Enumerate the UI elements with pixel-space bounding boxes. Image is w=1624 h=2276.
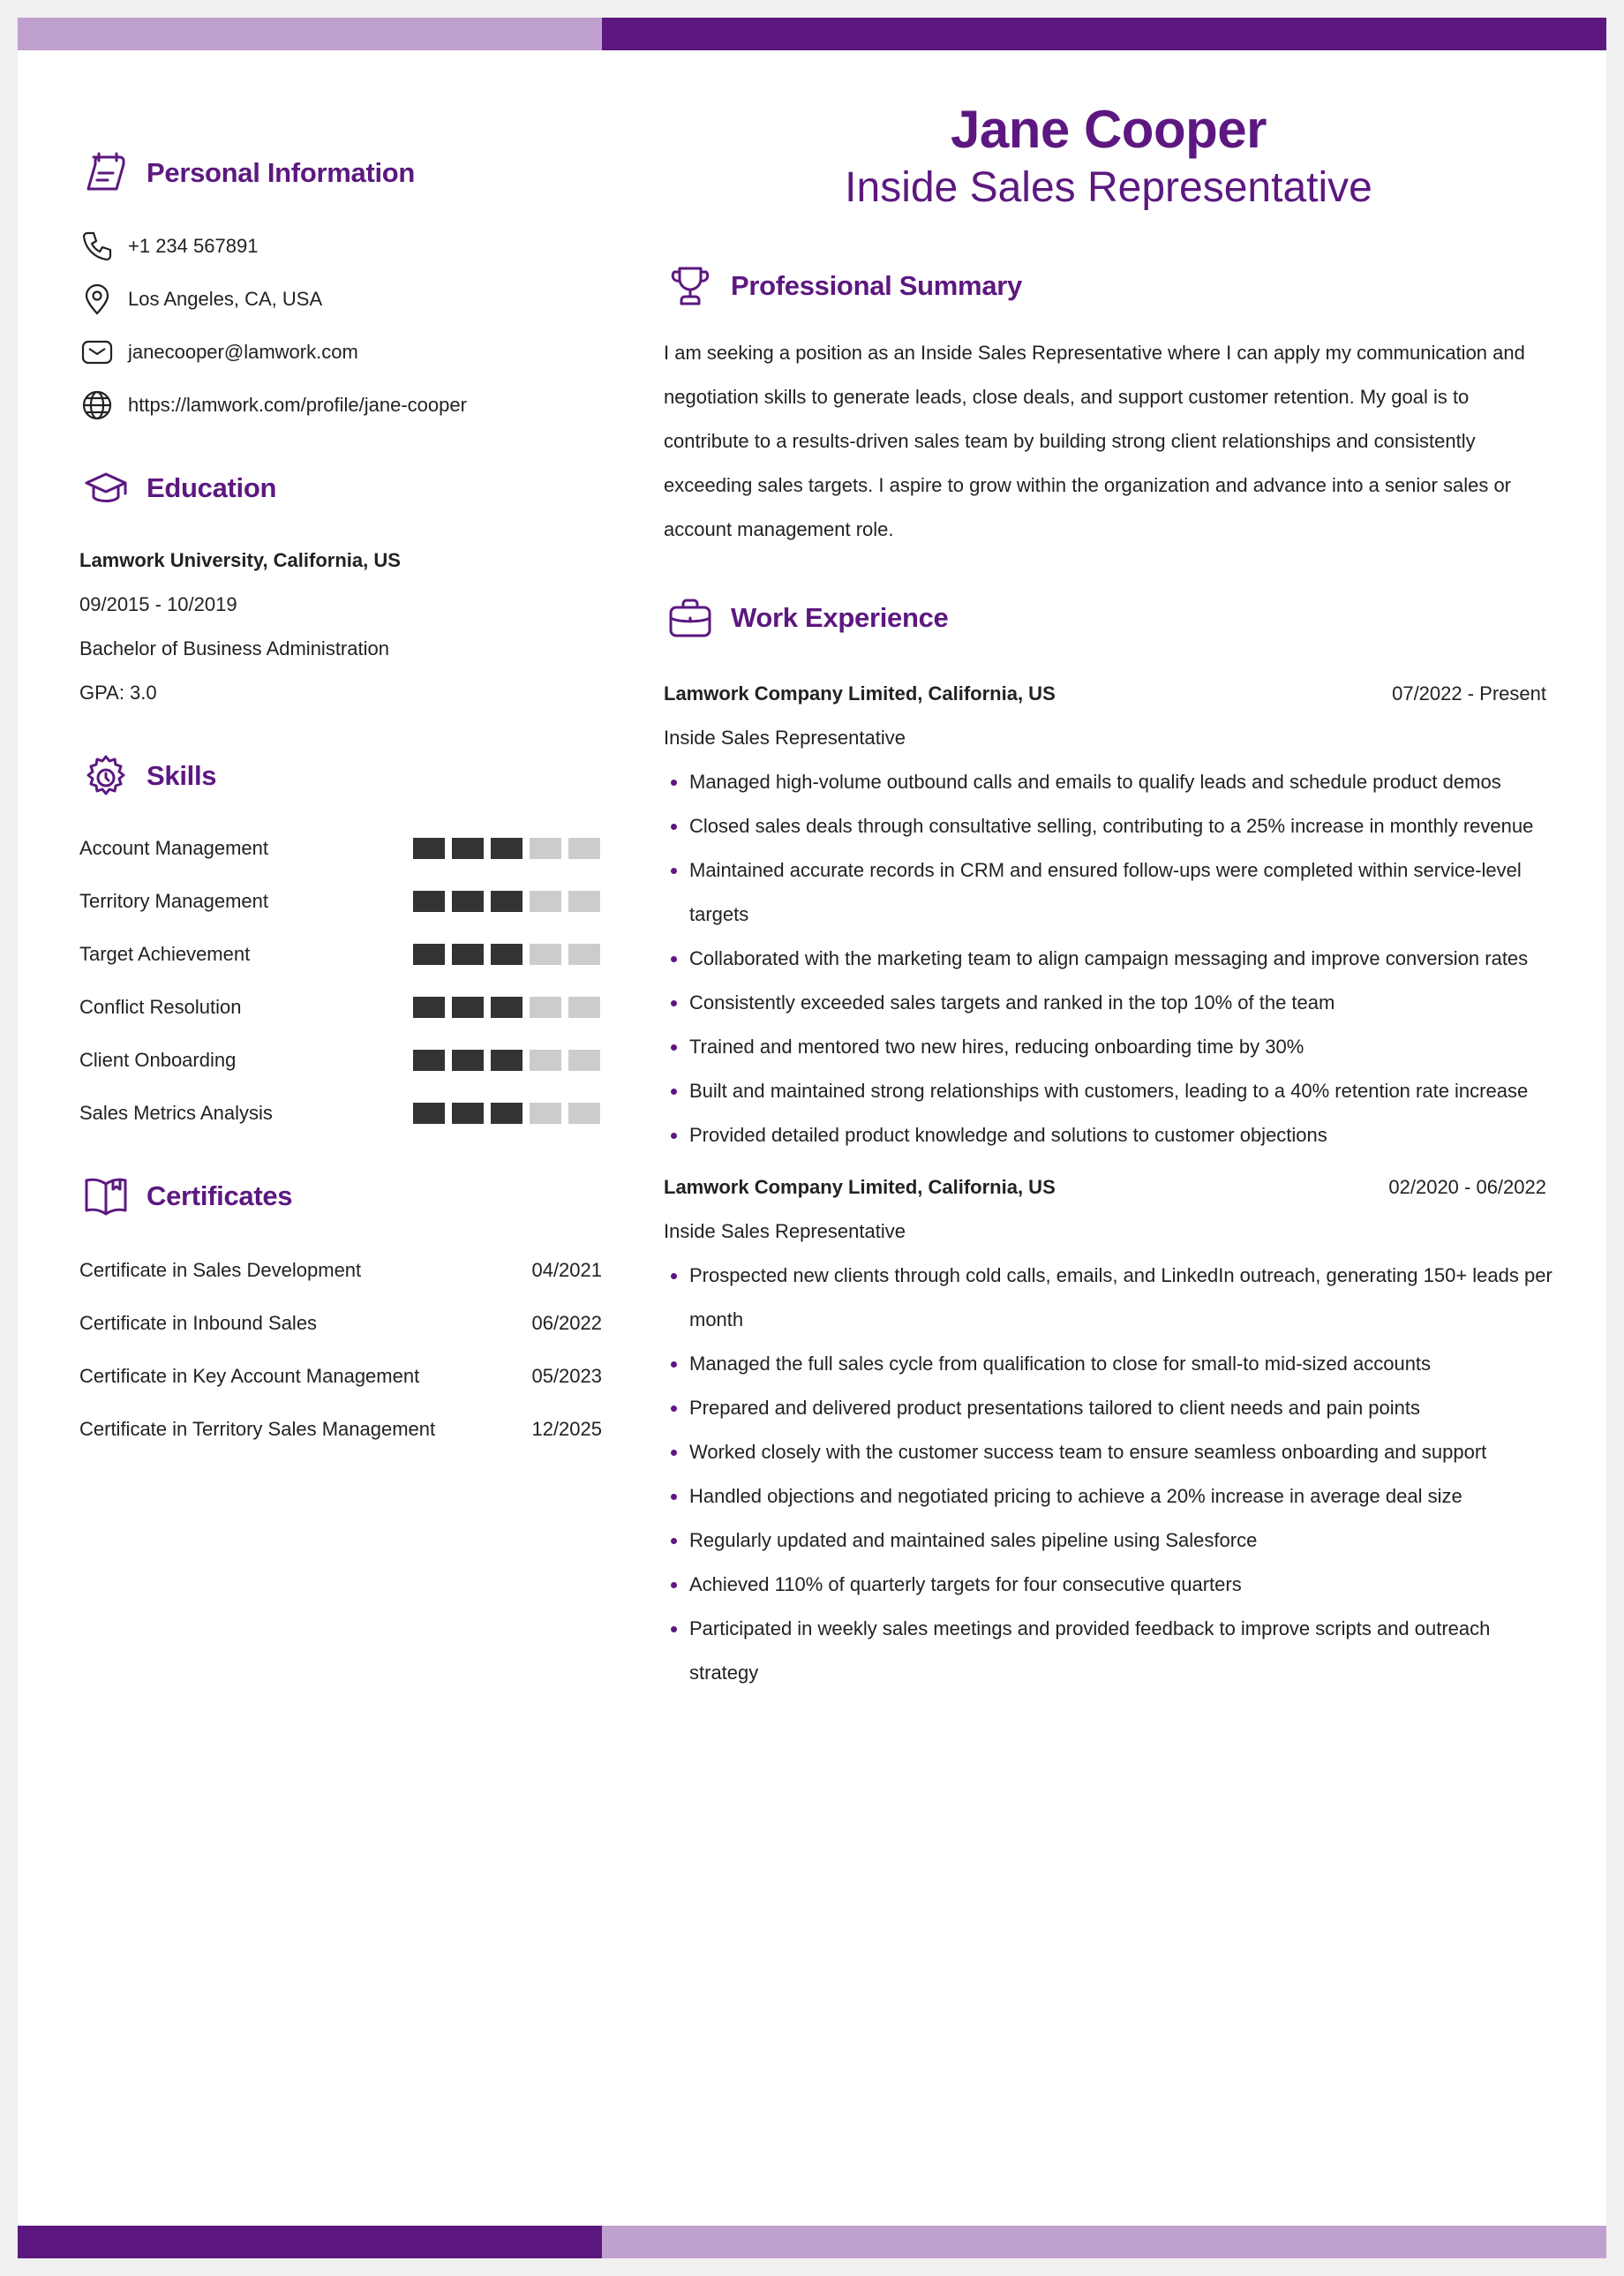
experience-title: Work Experience xyxy=(731,602,949,633)
skill-level-filled xyxy=(452,1103,484,1124)
skill-level-empty xyxy=(568,1050,600,1071)
skill-level-empty xyxy=(568,891,600,912)
graduation-cap-icon xyxy=(79,462,132,515)
gear-clock-icon xyxy=(79,750,132,803)
skill-level-filled xyxy=(452,891,484,912)
skill-level-empty xyxy=(530,997,561,1018)
bullet-item: Regularly updated and maintained sales pipeline using Salesforce xyxy=(664,1519,1553,1563)
skill-level-meter xyxy=(413,891,600,912)
skill-level-filled xyxy=(413,1103,445,1124)
top-bar-left xyxy=(18,18,602,50)
personal-info-title: Personal Information xyxy=(147,157,416,188)
job-dates: 02/2020 - 06/2022 xyxy=(1388,1176,1546,1198)
resume-page xyxy=(18,18,1606,2258)
certificate-date: 06/2022 xyxy=(531,1312,602,1334)
certificate-date: 05/2023 xyxy=(531,1365,602,1387)
skill-name: Client Onboarding xyxy=(79,1049,237,1071)
skill-level-empty xyxy=(568,944,600,965)
skill-row xyxy=(79,833,600,864)
skill-level-empty xyxy=(568,838,600,859)
phone-text: +1 234 567891 xyxy=(128,235,259,257)
website-row xyxy=(79,386,467,425)
certificate-row xyxy=(79,1308,602,1339)
personal-info-heading xyxy=(79,147,415,200)
skill-level-filled xyxy=(452,1050,484,1071)
skill-level-empty xyxy=(568,997,600,1018)
skill-level-filled xyxy=(491,997,523,1018)
skill-level-meter xyxy=(413,838,600,859)
certificate-date: 04/2021 xyxy=(531,1259,602,1281)
briefcase-icon xyxy=(664,592,717,644)
job-bullets xyxy=(664,760,1553,1157)
location-text: Los Angeles, CA, USA xyxy=(128,288,323,310)
bullet-item: Maintained accurate records in CRM and ensured follow-ups were completed within service-level targets xyxy=(664,848,1553,937)
skill-level-empty xyxy=(530,944,561,965)
skills-title: Skills xyxy=(147,760,217,791)
skill-level-filled xyxy=(491,1103,523,1124)
job-bullets xyxy=(664,1254,1553,1695)
summary-text: I am seeking a position as an Inside Sales Representative where I can apply my communication and negotiation skills to generate leads, close deals, and support customer retention. My goal is to contribute to a results-driven sales team by building strong client relationships and consistently exceeding sales targets. I aspire to grow within the organization and advance into a senior sales or account management role. xyxy=(664,342,1525,540)
certificates-title: Certificates xyxy=(147,1180,293,1211)
skill-row xyxy=(79,886,600,917)
summary-heading xyxy=(664,260,1022,313)
trophy-icon xyxy=(664,260,717,313)
candidate-role: Inside Sales Representative xyxy=(845,164,1372,211)
skill-level-filled xyxy=(413,891,445,912)
skill-level-filled xyxy=(413,1050,445,1071)
education-title: Education xyxy=(147,472,277,503)
bottom-bar-left xyxy=(18,2226,602,2258)
skill-level-filled xyxy=(413,944,445,965)
skill-name: Territory Management xyxy=(79,890,268,912)
email-row xyxy=(79,333,358,372)
skill-level-empty xyxy=(530,838,561,859)
certificate-row xyxy=(79,1360,602,1392)
job-company: Lamwork Company Limited, California, US xyxy=(664,682,1056,705)
skill-row xyxy=(79,991,600,1023)
job-dates: 07/2022 - Present xyxy=(1392,682,1546,705)
education-school: Lamwork University, California, US xyxy=(79,549,401,571)
skill-level-filled xyxy=(491,891,523,912)
job-position: Inside Sales Representative xyxy=(664,727,906,749)
bullet-item: Achieved 110% of quarterly targets for four consecutive quarters xyxy=(664,1563,1553,1607)
mail-icon xyxy=(79,335,115,370)
bottom-bar-right xyxy=(602,2226,1606,2258)
skill-level-empty xyxy=(530,891,561,912)
bullet-item: Built and maintained strong relationships with customers, leading to a 40% retention rate increase xyxy=(664,1069,1553,1113)
bullet-item: Provided detailed product knowledge and solutions to customer objections xyxy=(664,1113,1553,1157)
bullet-item: Prepared and delivered product presentations tailored to client needs and pain points xyxy=(664,1386,1553,1430)
phone-row xyxy=(79,227,258,266)
bullet-item: Closed sales deals through consultative selling, contributing to a 25% increase in monthly revenue xyxy=(664,804,1553,848)
job-header xyxy=(664,1170,1546,1205)
skill-row xyxy=(79,1097,600,1129)
candidate-name: Jane Cooper xyxy=(951,100,1267,159)
email-text: janecooper@lamwork.com xyxy=(128,341,358,363)
skill-level-filled xyxy=(452,944,484,965)
skill-level-meter xyxy=(413,944,600,965)
skill-level-meter xyxy=(413,1103,600,1124)
skill-level-filled xyxy=(452,838,484,859)
education-heading xyxy=(79,462,276,515)
book-icon xyxy=(79,1170,132,1223)
bullet-item: Prospected new clients through cold calls, emails, and LinkedIn outreach, generating 150+ leads per month xyxy=(664,1254,1553,1342)
certificates-heading xyxy=(79,1170,292,1223)
education-degree: Bachelor of Business Administration xyxy=(79,637,389,659)
skill-level-filled xyxy=(413,838,445,859)
map-pin-icon xyxy=(79,282,115,317)
skill-name: Conflict Resolution xyxy=(79,996,242,1018)
skill-row xyxy=(79,938,600,970)
skill-level-filled xyxy=(452,997,484,1018)
skills-heading xyxy=(79,750,216,803)
skill-level-meter xyxy=(413,1050,600,1071)
education-dates: 09/2015 - 10/2019 xyxy=(79,593,237,615)
certificate-row xyxy=(79,1255,602,1286)
skill-name: Account Management xyxy=(79,837,269,859)
skill-level-filled xyxy=(413,997,445,1018)
bullet-item: Consistently exceeded sales targets and ranked in the top 10% of the team xyxy=(664,981,1553,1025)
skill-level-empty xyxy=(530,1050,561,1071)
job-header xyxy=(664,676,1546,712)
website-link[interactable]: https://lamwork.com/profile/jane-cooper xyxy=(128,394,467,416)
education-gpa: GPA: 3.0 xyxy=(79,682,157,704)
skill-level-empty xyxy=(568,1103,600,1124)
experience-heading xyxy=(664,592,948,644)
skill-name: Sales Metrics Analysis xyxy=(79,1102,273,1124)
skill-level-filled xyxy=(491,944,523,965)
certificate-name: Certificate in Territory Sales Management xyxy=(79,1418,436,1440)
location-row xyxy=(79,280,322,319)
bullet-item: Managed the full sales cycle from qualification to close for small-to mid-sized accounts xyxy=(664,1342,1553,1386)
bullet-item: Handled objections and negotiated pricing to achieve a 20% increase in average deal size xyxy=(664,1474,1553,1519)
phone-icon xyxy=(79,229,115,264)
job-company: Lamwork Company Limited, California, US xyxy=(664,1176,1056,1198)
job-position: Inside Sales Representative xyxy=(664,1220,906,1242)
certificate-row xyxy=(79,1413,602,1445)
certificate-name: Certificate in Key Account Management xyxy=(79,1365,420,1387)
certificate-name: Certificate in Inbound Sales xyxy=(79,1312,318,1334)
top-bar-right xyxy=(602,18,1606,50)
skill-level-filled xyxy=(491,838,523,859)
globe-icon xyxy=(79,388,115,423)
skill-level-meter xyxy=(413,997,600,1018)
skill-row xyxy=(79,1044,600,1076)
bullet-item: Worked closely with the customer success team to ensure seamless onboarding and support xyxy=(664,1430,1553,1474)
skill-level-empty xyxy=(530,1103,561,1124)
bullet-item: Participated in weekly sales meetings and provided feedback to improve scripts and outreach strategy xyxy=(664,1607,1553,1695)
skill-level-filled xyxy=(491,1050,523,1071)
skill-name: Target Achievement xyxy=(79,943,251,965)
summary-title: Professional Summary xyxy=(731,270,1022,301)
bullet-item: Trained and mentored two new hires, reducing onboarding time by 30% xyxy=(664,1025,1553,1069)
personal-info-icon xyxy=(79,147,132,200)
bullet-item: Collaborated with the marketing team to align campaign messaging and improve conversion rates xyxy=(664,937,1553,981)
bullet-item: Managed high-volume outbound calls and emails to qualify leads and schedule product demos xyxy=(664,760,1553,804)
certificate-name: Certificate in Sales Development xyxy=(79,1259,362,1281)
certificate-date: 12/2025 xyxy=(531,1418,602,1440)
